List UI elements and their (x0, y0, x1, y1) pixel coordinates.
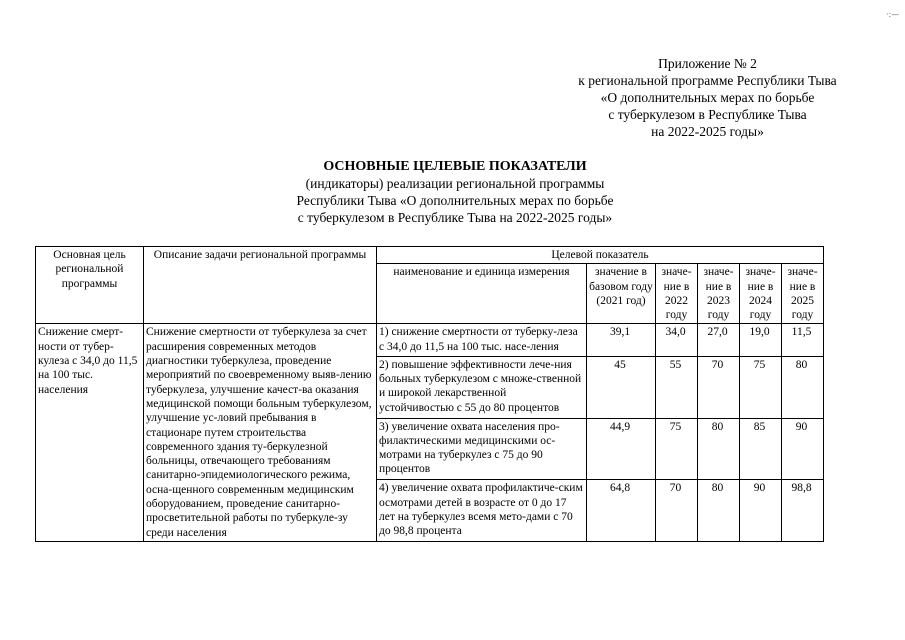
appendix-line: с туберкулезом в Республике Тыва (608, 107, 807, 122)
header-2025: значе-ние в 2025 году (782, 264, 824, 324)
table-row (36, 324, 824, 356)
value-2022: 55 (656, 356, 698, 418)
indicator-cell: 4) увеличение охвата профилактиче-ским осмотрами детей в возрасте от 0 до 17 лет на туберкулез всемя мето-дами с 70 до 98,8 процента (377, 480, 587, 542)
title-main: ОСНОВНЫЕ ЦЕЛЕВЫЕ ПОКАЗАТЕЛИ (323, 159, 587, 174)
value-base: 64,8 (587, 480, 656, 542)
corner-mark: ·:— (886, 10, 900, 19)
appendix-line: Приложение № 2 (658, 56, 757, 71)
value-2024: 75 (740, 356, 782, 418)
value-2023: 80 (698, 480, 740, 542)
header-task: Описание задачи региональной программы (144, 247, 377, 324)
value-base: 44,9 (587, 418, 656, 480)
value-2024: 90 (740, 480, 782, 542)
document-title (210, 158, 700, 226)
value-2023: 70 (698, 356, 740, 418)
indicator-cell: 2) повышение эффективности лече-ния больных туберкулезом с множе-ственной и широкой лекарственной устойчивостью с 55 до 80 процентов (377, 356, 587, 418)
header-target: Целевой показатель (377, 247, 824, 264)
value-2024: 19,0 (740, 324, 782, 356)
task-cell: Снижение смертности от туберкулеза за счет расширения современных методов диагностики туберкулеза, проведение мероприятий по своевременному выяв-лению туберкулеза, улучшение качест-ва оказания медицинской помощи больным туберкулезом, улучшение ус-ловий пребывания в стационаре путем строительства современного здания ту-беркулезной больницы, отвечающего требованиям санитарно-эпидемиологического режима, осна-щенного современным медицинским оборудованием, проведение санитарно-просветительной работы по туберкуле-зу среди населения (144, 324, 377, 541)
value-2022: 34,0 (656, 324, 698, 356)
appendix-note (540, 55, 875, 140)
goal-cell: Снижение смерт-ности от тубер-кулеза с 34,0 до 11,5 на 100 тыс. населения (36, 324, 144, 541)
value-2022: 70 (656, 480, 698, 542)
header-2023: значе-ние в 2023 году (698, 264, 740, 324)
value-2024: 85 (740, 418, 782, 480)
header-row (36, 247, 824, 264)
appendix-line: к региональной программе Республики Тыва (578, 73, 837, 88)
header-base: значение в базовом году (2021 год) (587, 264, 656, 324)
indicator-cell: 3) увеличение охвата населения про-филактическими медицинскими ос-мотрами на туберкулез с 75 до 90 процентов (377, 418, 587, 480)
value-2025: 11,5 (782, 324, 824, 356)
title-line: Республики Тыва «О дополнительных мерах по борьбе (296, 193, 614, 208)
value-base: 39,1 (587, 324, 656, 356)
value-2022: 75 (656, 418, 698, 480)
appendix-line: на 2022-2025 годы» (651, 124, 764, 139)
title-line: (индикаторы) реализации региональной программы (305, 176, 605, 191)
appendix-line: «О дополнительных мерах по борьбе (600, 90, 815, 105)
header-2024: значе-ние в 2024 году (740, 264, 782, 324)
header-indicator: наименование и единица измерения (377, 264, 587, 324)
header-2022: значе-ние в 2022 году (656, 264, 698, 324)
value-2025: 90 (782, 418, 824, 480)
indicator-cell: 1) снижение смертности от туберку-леза с 34,0 до 11,5 на 100 тыс. насе-ления (377, 324, 587, 356)
title-line: с туберкулезом в Республике Тыва на 2022-2025 годы» (297, 210, 613, 225)
value-2025: 98,8 (782, 480, 824, 542)
value-2025: 80 (782, 356, 824, 418)
header-goal: Основная цель региональной программы (36, 247, 144, 324)
value-base: 45 (587, 356, 656, 418)
value-2023: 80 (698, 418, 740, 480)
indicators-table (35, 246, 824, 542)
value-2023: 27,0 (698, 324, 740, 356)
